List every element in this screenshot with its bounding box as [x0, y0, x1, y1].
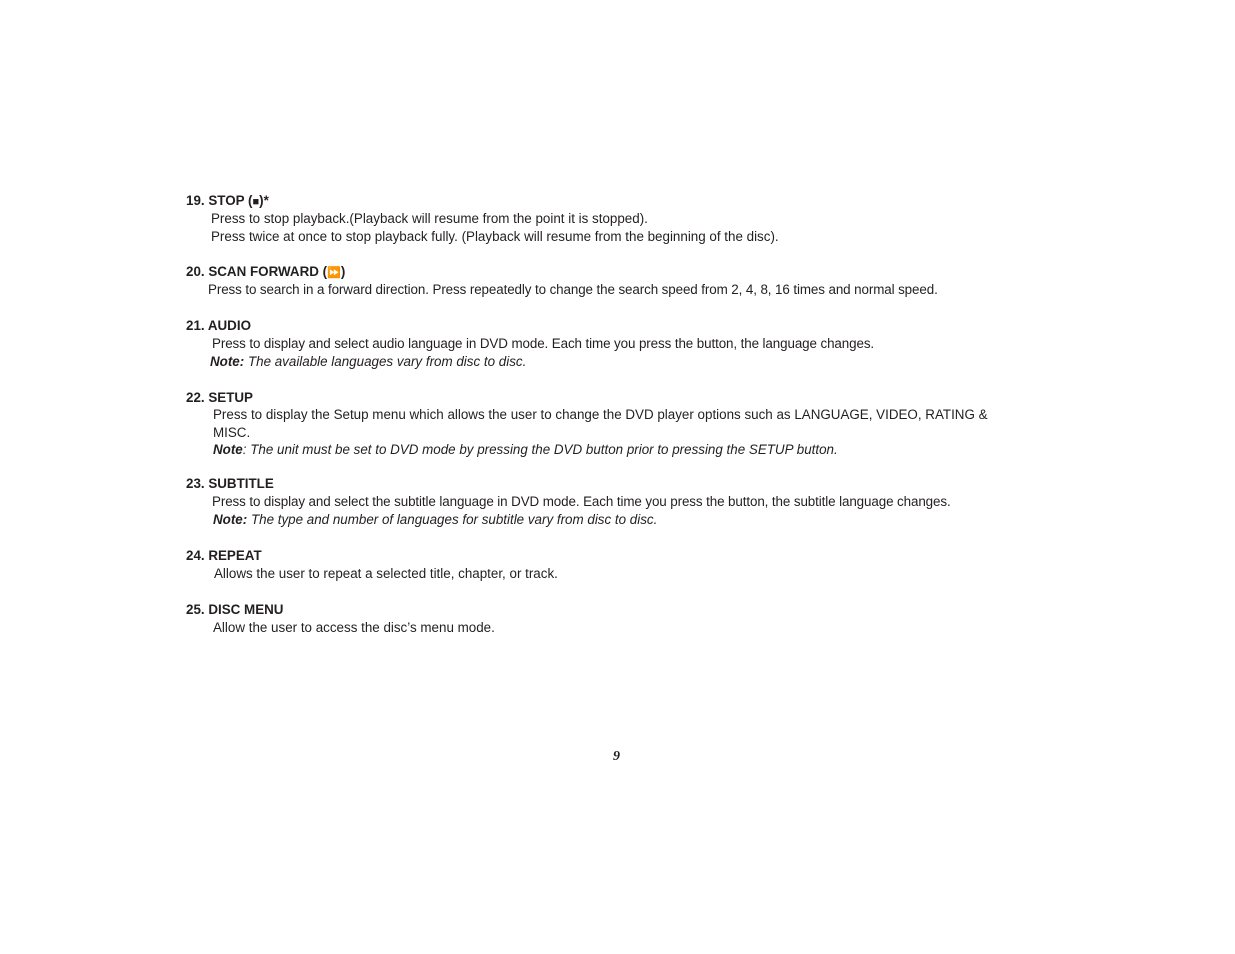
- note-text: The type and number of languages for subtitle vary from disc to disc.: [247, 512, 658, 527]
- item-22-note: [213, 441, 838, 459]
- item-22-heading: 22. SETUP: [186, 390, 253, 405]
- item-25-heading: 25. DISC MENU: [186, 602, 284, 617]
- item-20-title-end: ): [340, 264, 346, 279]
- note-label: Note:: [210, 354, 245, 369]
- item-21-heading: 21. AUDIO: [186, 318, 251, 333]
- item-22-text-1: Press to display the Setup menu which allows the user to change the DVD player options such as LANGUAGE, VIDEO, RATING &: [213, 407, 988, 422]
- note-text: : The unit must be set to DVD mode by pressing the DVD button prior to pressing the SETUP button.: [242, 442, 838, 457]
- page-number: 9: [613, 749, 620, 764]
- item-22-text-2: MISC.: [213, 425, 251, 440]
- fast-forward-icon: ⏩: [327, 267, 341, 279]
- item-23-heading: 23. SUBTITLE: [186, 476, 274, 491]
- item-19-heading: [186, 192, 269, 211]
- item-20-heading: [186, 263, 345, 282]
- note-label: Note: [213, 442, 243, 457]
- item-20-title: 20. SCAN FORWARD (: [186, 264, 328, 279]
- item-19-text-1: Press to stop playback.(Playback will resume from the point it is stopped).: [211, 211, 648, 226]
- item-21-note: [210, 353, 526, 371]
- item-24-text-1: Allows the user to repeat a selected title, chapter, or track.: [214, 566, 558, 581]
- item-19-title: 19. STOP (: [186, 193, 253, 208]
- item-19-text-2: Press twice at once to stop playback fully. (Playback will resume from the beginning of the disc).: [211, 229, 779, 244]
- note-text: The available languages vary from disc to disc.: [244, 354, 527, 369]
- item-23-note: [213, 511, 657, 529]
- note-label: Note:: [213, 512, 248, 527]
- item-24-heading: 24. REPEAT: [186, 548, 262, 563]
- item-19-title-end: )*: [259, 193, 269, 208]
- item-23-text-1: Press to display and select the subtitle language in DVD mode. Each time you press the button, the subtitle language changes.: [212, 494, 951, 509]
- item-25-text-1: Allow the user to access the disc’s menu mode.: [213, 620, 495, 635]
- stop-icon: ■: [252, 196, 260, 208]
- item-21-text-1: Press to display and select audio language in DVD mode. Each time you press the button, the language changes.: [212, 336, 875, 351]
- item-20-text-1: Press to search in a forward direction. Press repeatedly to change the search speed from 2, 4, 8, 16 times and normal speed.: [208, 282, 938, 297]
